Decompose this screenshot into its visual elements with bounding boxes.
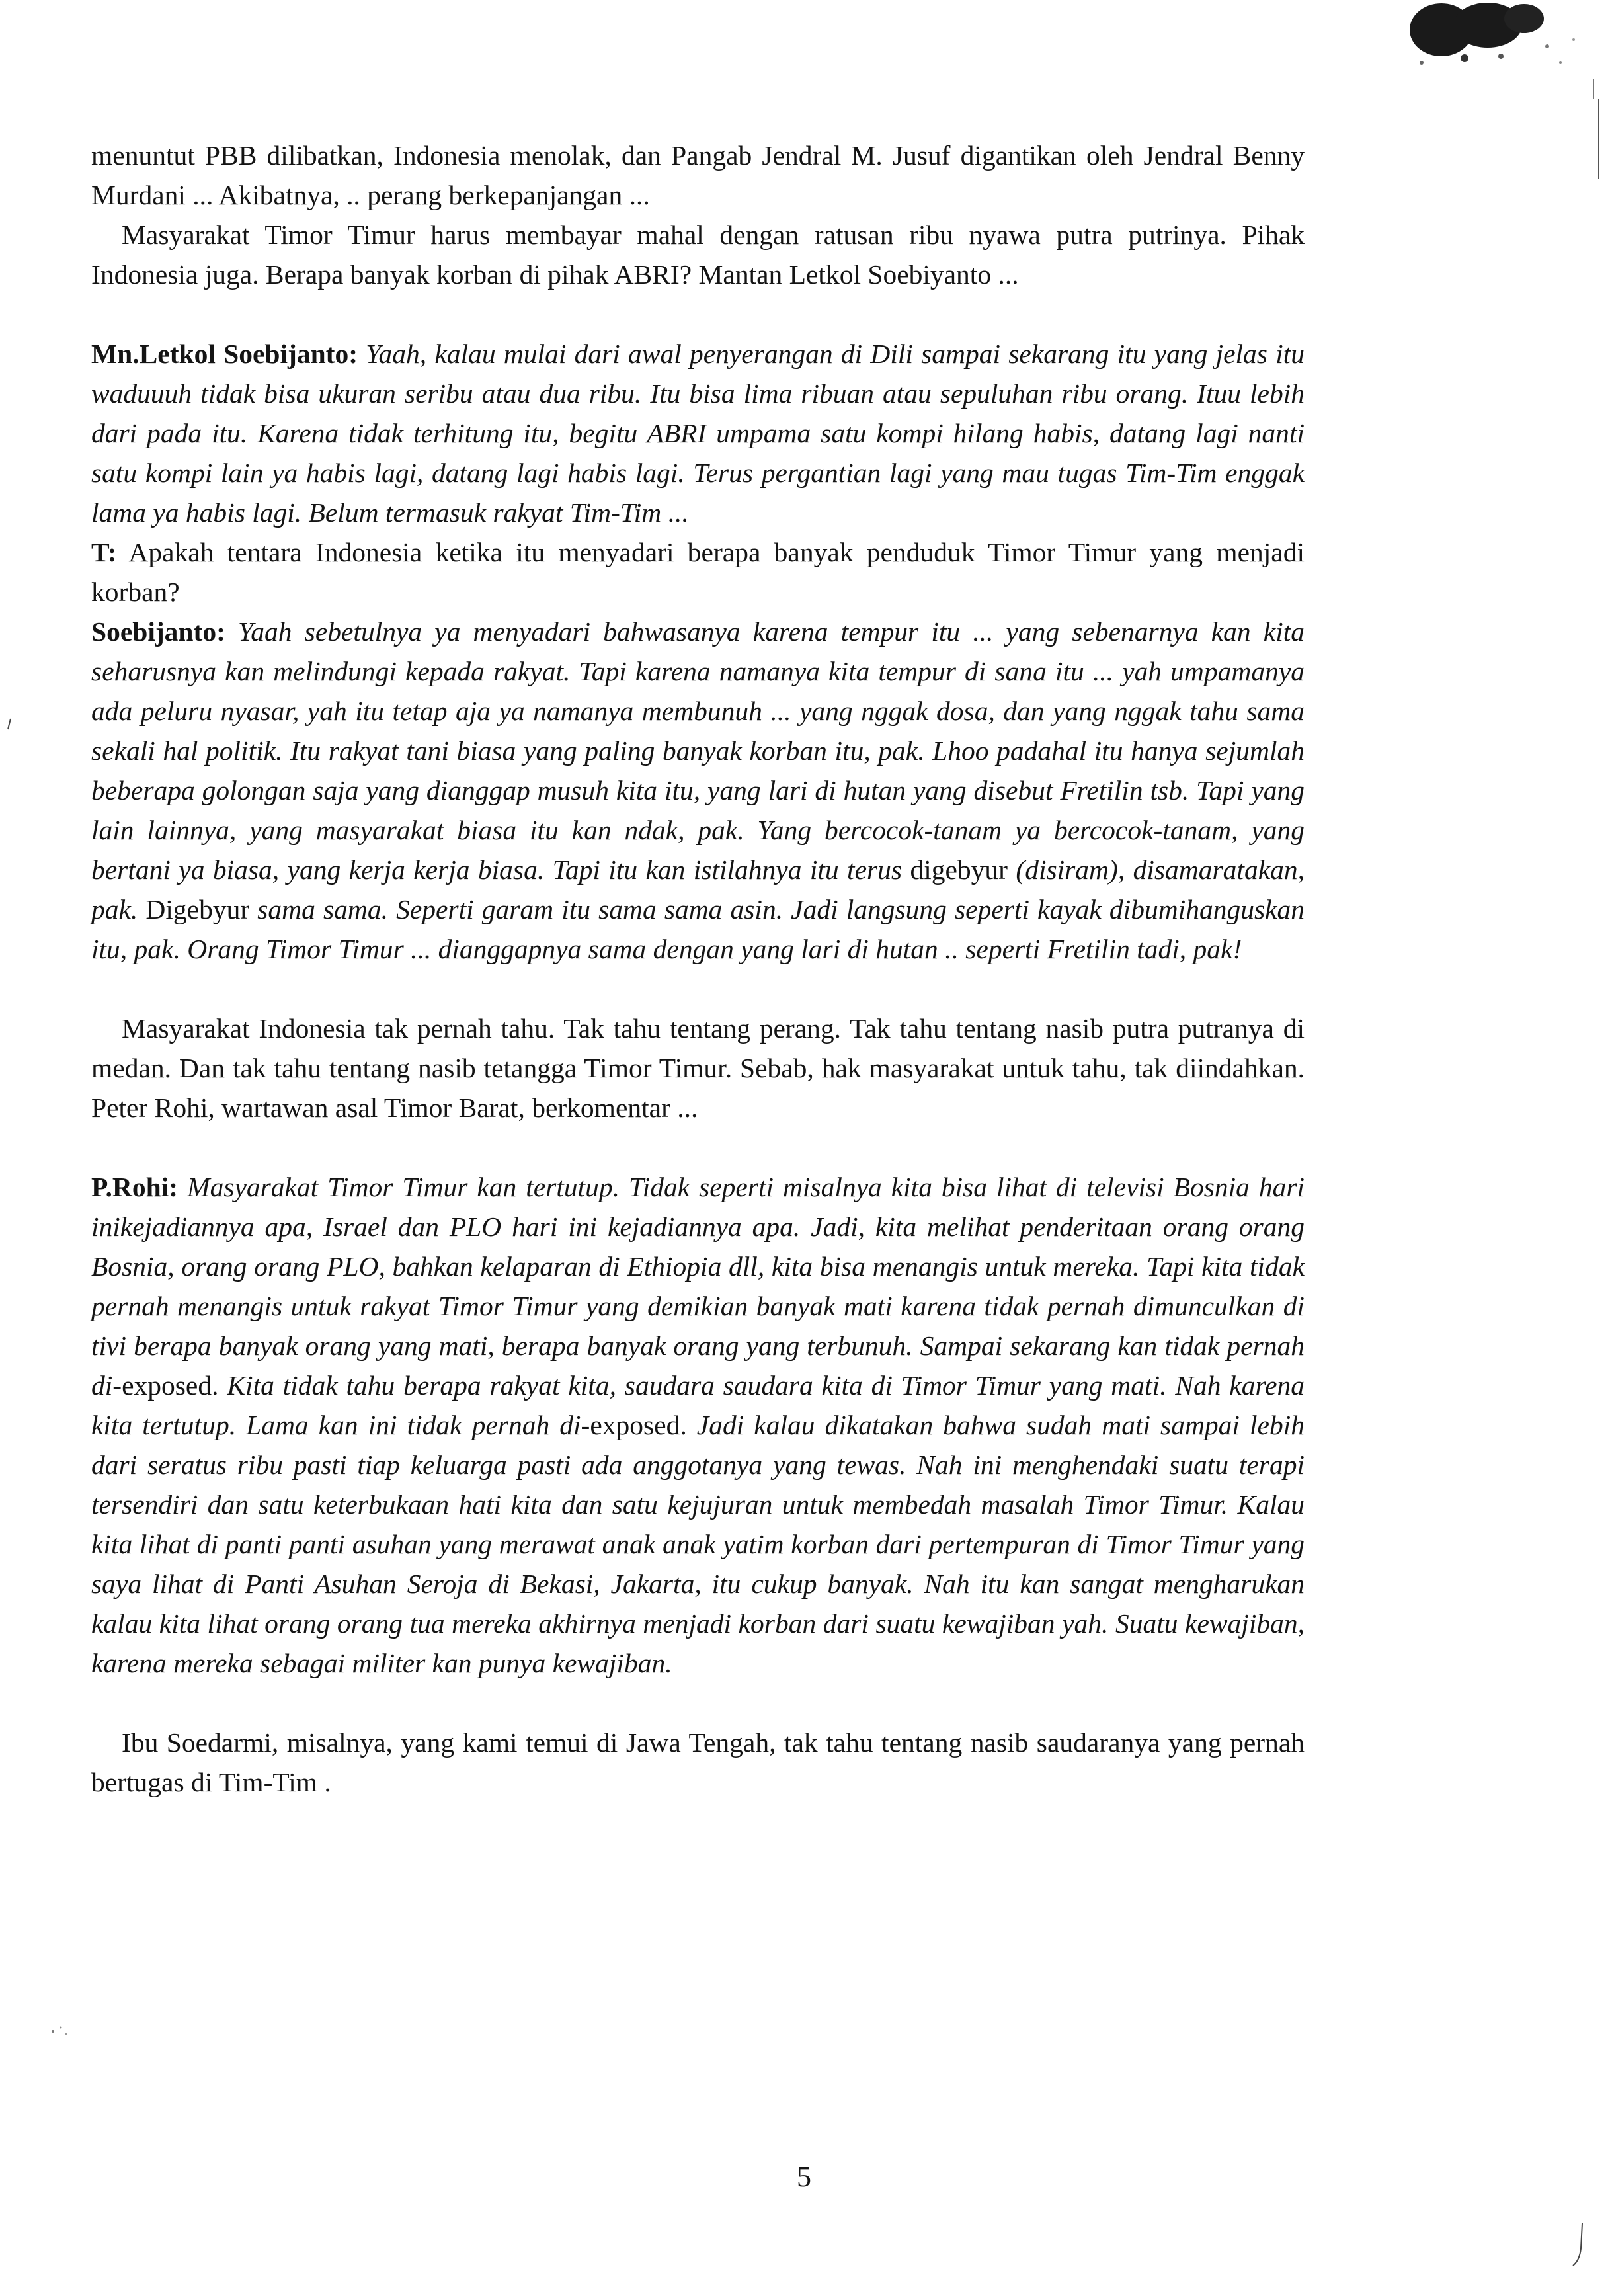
dialogue-text: (disiram), disamaratakan, pak. [91, 854, 1305, 924]
dialogue-text: Masyarakat Timor Timur kan tertutup. Tidak seperti misalnya kita bisa lihat di televisi Bosnia hari inikejadiannya apa, Israel dan PLO hari ini kejadiannya apa. Jadi, kita melihat penderitaan orang orang Bosnia, orang orang PLO, bahkan kelaparan di Ethiopia dll, kita bisa menangis untuk mereka. Tapi kita tidak pernah menangis untuk rakyat Timor Timur yang demikian banyak mati karena tidak pernah dimunculkan di tivi berapa banyak orang yang mati, berapa banyak orang yang terbunuh. Sampai sekarang kan tidak pernah di- [91, 1172, 1305, 1401]
dialogue-roman-word: Digebyur [145, 894, 250, 924]
dialogue-text: sama sama. Seperti garam itu sama sama asin. Jadi langsung seperti kayak dibumihanguskan itu, pak. Orang Timor Timur ... dianggapnya sama dengan yang lari di hutan .. seperti Fretilin tadi, pak! [91, 894, 1305, 964]
narration-paragraph: Ibu Soedarmi, misalnya, yang kami temui di Jawa Tengah, tak tahu tentang nasib saudaranya yang pernah bertugas di Tim-Tim . [91, 1727, 1305, 1797]
narration-paragraph: Masyarakat Timor Timur harus membayar mahal dengan ratusan ribu nyawa putra putrinya. Pihak Indonesia juga. Berapa banyak korban di pihak ABRI? Mantan Letkol Soebiyanto ... [91, 220, 1305, 290]
page-number: 5 [797, 2160, 811, 2193]
dialogue-soebijanto-2 [91, 612, 1305, 969]
dialogue-text: Kita tidak tahu berapa rakyat kita, saudara saudara kita di Timor Timur yang mati. Nah karena kita tertutup. Lama kan ini tidak pernah di- [91, 1370, 1305, 1440]
dialogue-roman-word: exposed. [590, 1410, 687, 1440]
speaker-label: Mn.Letkol Soebijanto: [91, 339, 358, 369]
ink-stain-mark [1395, 0, 1608, 99]
dialogue-text: Yaah sebetulnya ya menyadari bahwasanya karena tempur itu ... yang sebenarnya kan kita seharusnya kan melindungi kepada rakyat. Tapi karena namanya kita tempur di sana itu ... yah umpamanya ada peluru nyasar, yah itu tetap aja ya namanya membunuh ... yang nggak dosa, dan yang nggak tahu sama sekali hal politik. Itu rakyat tani biasa yang paling banyak korban itu, pak. Lhoo padahal itu hanya sejumlah beberapa golongan saja yang dianggap musuh kita itu, yang lari di hutan yang disebut Fretilin tsb. Tapi yang lain lainnya, yang masyarakat biasa itu kan ndak, pak. Yang bercocok-tanam ya bercocok-tanam, yang bertani ya biasa, yang kerja kerja biasa. Tapi itu kan istilahnya itu terus [91, 616, 1305, 885]
dialogue-soebijanto-1 [91, 334, 1305, 532]
dialogue-text: Jadi kalau dikatakan bahwa sudah mati sampai lebih dari seratus ribu pasti tiap keluarga pasti ada anggotanya yang tewas. Nah ini menghendaki suatu terapi tersendiri dan satu keterbukaan hati kita dan satu kejujuran untuk membedah masalah Timor Timur. Kalau kita lihat di panti panti asuhan yang merawat anak anak yatim korban dari pertempuran di Timor Timur yang saya lihat di Panti Asuhan Seroja di Bekasi, Jakarta, itu cukup banyak. Nah itu kan sangat mengharukan kalau kita lihat orang orang tua mereka akhirnya menjadi korban dari suatu kewajiban yah. Suatu kewajiban, karena mereka sebagai militer kan punya kewajiban. [91, 1410, 1305, 1678]
question-text: Apakah tentara Indonesia ketika itu menyadari berapa banyak penduduk Timor Timur yang menjadi korban? [91, 537, 1305, 607]
dialogue-rohi [91, 1167, 1305, 1683]
speaker-label: P.Rohi: [91, 1172, 179, 1202]
question-paragraph [91, 532, 1305, 612]
margin-speck-mark [46, 2018, 73, 2045]
margin-line-mark [1595, 99, 1603, 179]
margin-tick-mark [5, 718, 13, 731]
corner-scribble-mark [1570, 2222, 1590, 2268]
document-body [91, 136, 1305, 1802]
narration-paragraph: Masyarakat Indonesia tak pernah tahu. Tak tahu tentang perang. Tak tahu tentang nasib putra putranya di medan. Dan tak tahu tentang nasib tetangga Timor Timur. Sebab, hak masyarakat untuk tahu, tak diindahkan. Peter Rohi, wartawan asal Timor Barat, berkomentar ... [91, 1013, 1305, 1123]
dialogue-roman-word: exposed. [122, 1370, 219, 1401]
speaker-label: T: [91, 537, 117, 567]
speaker-label: Soebijanto: [91, 616, 225, 647]
dialogue-roman-word: digebyur [910, 854, 1008, 885]
narration-paragraph: menuntut PBB dilibatkan, Indonesia menolak, dan Pangab Jendral M. Jusuf digantikan oleh Jendral Benny Murdani ... Akibatnya, .. perang berkepanjangan ... [91, 140, 1305, 210]
dialogue-text: Yaah, kalau mulai dari awal penyerangan di Dili sampai sekarang itu yang jelas itu waduuuh tidak bisa ukuran seribu atau dua ribu. Itu bisa lima ribuan atau sepuluhan ribu orang. Ituu lebih dari pada itu. Karena tidak terhitung itu, begitu ABRI umpama satu kompi hilang habis, datang lagi nanti satu kompi lain ya habis lagi, datang lagi habis lagi. Terus pergantian lagi yang mau tugas Tim-Tim enggak lama ya habis lagi. Belum termasuk rakyat Tim-Tim ... [91, 339, 1305, 528]
